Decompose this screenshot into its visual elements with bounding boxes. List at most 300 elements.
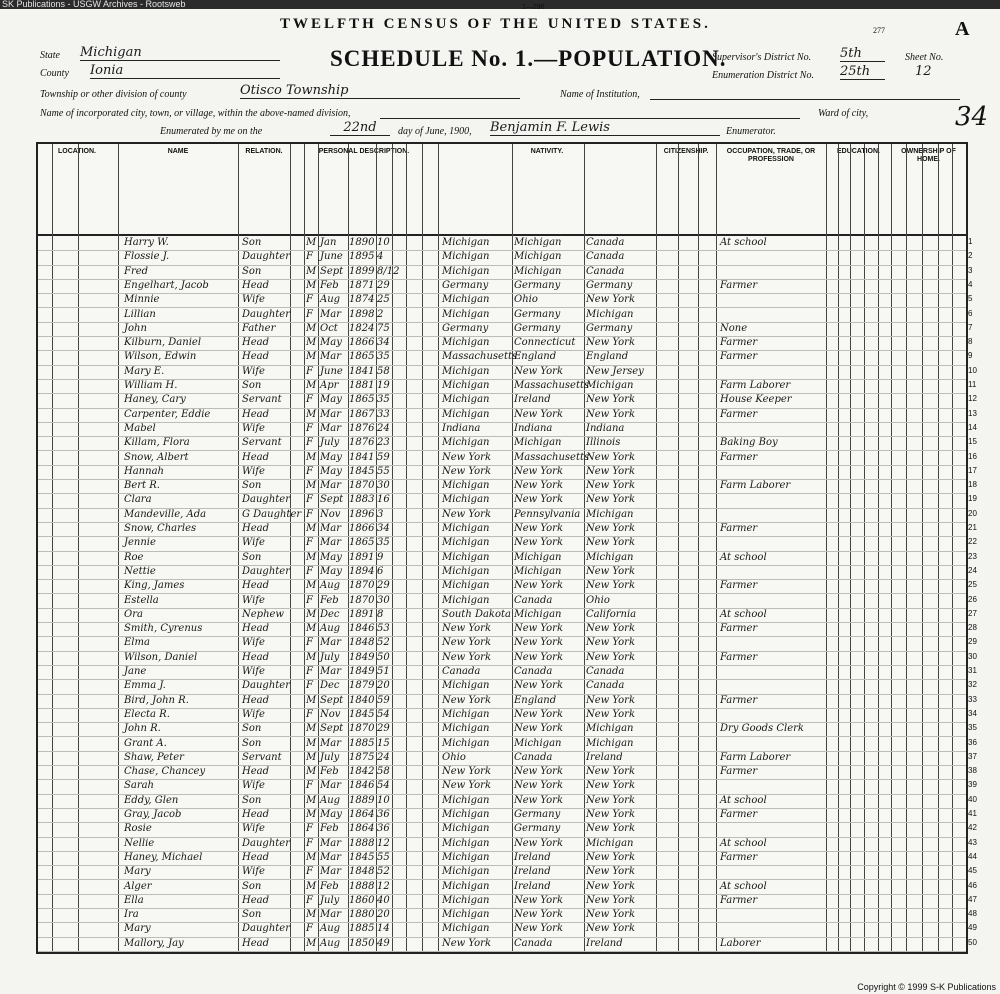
- person-name: Carpenter, Eddie: [124, 408, 211, 420]
- birthplace: New York: [442, 937, 491, 949]
- mother-birthplace: New York: [586, 909, 635, 921]
- occupation: Laborer: [720, 937, 761, 949]
- person-relation: Daughter: [242, 494, 290, 506]
- ownership-header: OWNERSHIP OF HOME.: [901, 148, 956, 163]
- person-age: 30: [377, 594, 390, 606]
- father-birthplace: Ireland: [514, 866, 551, 878]
- person-name: Rosie: [124, 823, 152, 835]
- birthplace: Michigan: [442, 708, 490, 720]
- birth-month: June: [320, 365, 343, 377]
- person-sex: M: [306, 279, 317, 291]
- person-age: 53: [377, 623, 390, 635]
- birth-month: Mar: [320, 422, 341, 434]
- person-sex: F: [306, 308, 313, 320]
- state-label: State: [40, 50, 60, 61]
- person-name: Mabel: [124, 422, 156, 434]
- mother-birthplace: England: [586, 351, 629, 363]
- father-birthplace: New York: [514, 708, 563, 720]
- mother-birthplace: Michigan: [586, 551, 634, 563]
- person-name: Mary E.: [124, 365, 165, 377]
- father-birthplace: Michigan: [514, 251, 562, 263]
- person-sex: M: [306, 265, 317, 277]
- birth-month: May: [320, 451, 342, 463]
- row-number: 10: [968, 365, 977, 375]
- birth-year: 1890: [349, 237, 375, 248]
- table-row: [38, 737, 966, 752]
- row-number: 16: [968, 451, 977, 461]
- birth-year: 1845: [349, 708, 375, 720]
- table-row: [38, 565, 966, 580]
- birth-month: June: [320, 251, 343, 263]
- person-age: 54: [377, 708, 390, 720]
- person-relation: Father: [242, 322, 276, 334]
- birthplace: Germany: [442, 322, 489, 334]
- mother-birthplace: New York: [586, 294, 635, 306]
- row-number: 30: [968, 651, 977, 661]
- occupation-header: OCCUPATION, TRADE, OR PROFESSION: [726, 148, 816, 163]
- person-age: 6: [377, 565, 384, 577]
- birthplace: Michigan: [442, 580, 490, 592]
- row-number: 45: [968, 866, 977, 876]
- father-birthplace: Massachusetts: [514, 451, 590, 463]
- row-number: 14: [968, 422, 977, 432]
- birthplace: Michigan: [442, 794, 490, 806]
- birth-month: Aug: [320, 580, 341, 592]
- mother-birthplace: New York: [586, 408, 635, 420]
- person-sex: M: [306, 237, 317, 248]
- occupation: At school: [720, 551, 767, 563]
- birth-month: Aug: [320, 923, 341, 935]
- table-row: [38, 536, 966, 551]
- father-birthplace: Connecticut: [514, 337, 576, 349]
- person-name: Harry W.: [124, 237, 169, 248]
- table-row: [38, 908, 966, 923]
- occupation: Farmer: [720, 623, 758, 635]
- row-number: 5: [968, 294, 973, 304]
- row-number: 44: [968, 851, 977, 861]
- person-age: 4: [377, 251, 384, 263]
- birth-year: 1849: [349, 666, 375, 677]
- father-birthplace: New York: [514, 480, 563, 492]
- person-name: John R.: [124, 723, 161, 735]
- birthplace: Michigan: [442, 823, 490, 835]
- birthplace: Michigan: [442, 880, 490, 892]
- census-title: TWELFTH CENSUS OF THE UNITED STATES.: [280, 16, 711, 32]
- person-sex: F: [306, 866, 313, 878]
- birthplace: Michigan: [442, 380, 490, 391]
- mother-birthplace: New York: [586, 708, 635, 720]
- father-birthplace: Germany: [514, 823, 561, 835]
- person-sex: M: [306, 380, 317, 391]
- person-sex: F: [306, 666, 313, 677]
- row-number: 26: [968, 594, 977, 604]
- person-name: Hannah: [124, 465, 164, 477]
- birth-month: May: [320, 551, 342, 563]
- person-relation: Wife: [242, 823, 265, 835]
- row-number: 19: [968, 494, 977, 504]
- person-name: Snow, Charles: [124, 523, 197, 534]
- birth-month: May: [320, 337, 342, 349]
- person-relation: Head: [242, 351, 270, 363]
- birth-month: May: [320, 565, 342, 577]
- person-name: Roe: [124, 551, 144, 563]
- mother-birthplace: New York: [586, 694, 635, 706]
- institution-label: Name of Institution,: [560, 89, 640, 100]
- person-relation: Wife: [242, 866, 265, 878]
- birthplace: New York: [442, 465, 491, 477]
- birth-year: 1845: [349, 851, 375, 863]
- birth-year: 1899: [349, 265, 375, 277]
- township-label: Township or other division of county: [40, 89, 187, 100]
- person-age: 35: [377, 351, 390, 363]
- occupation: Farmer: [720, 337, 758, 349]
- person-age: 55: [377, 851, 390, 863]
- father-birthplace: Canada: [514, 594, 553, 606]
- person-name: Ira: [124, 909, 139, 921]
- mother-birthplace: Michigan: [586, 737, 634, 749]
- birthplace: New York: [442, 694, 491, 706]
- table-row: [38, 722, 966, 737]
- person-age: 29: [377, 580, 390, 592]
- sheet-no: 12: [915, 64, 932, 79]
- person-sex: M: [306, 623, 317, 635]
- birth-month: Aug: [320, 623, 341, 635]
- copyright-notice: Copyright © 1999 S-K Publications: [857, 982, 996, 992]
- birth-month: Mar: [320, 666, 341, 677]
- birth-year: 1896: [349, 508, 375, 520]
- mother-birthplace: Michigan: [586, 380, 634, 391]
- birth-month: Mar: [320, 408, 341, 420]
- father-birthplace: Michigan: [514, 737, 562, 749]
- person-relation: Head: [242, 809, 270, 820]
- mother-birthplace: Canada: [586, 666, 625, 677]
- enumerator-name: Benjamin F. Lewis: [490, 120, 720, 136]
- mother-birthplace: Germany: [586, 279, 633, 291]
- person-age: 24: [377, 422, 390, 434]
- person-relation: Servant: [242, 394, 282, 406]
- birthplace: Michigan: [442, 737, 490, 749]
- person-relation: G Daughter: [242, 508, 302, 520]
- person-name: Smith, Cyrenus: [124, 623, 203, 635]
- father-birthplace: New York: [514, 494, 563, 506]
- person-name: Mallory, Jay: [124, 937, 184, 949]
- person-age: 2: [377, 308, 384, 320]
- person-age: 10: [377, 237, 390, 248]
- mother-birthplace: New York: [586, 651, 635, 663]
- birth-month: Feb: [320, 594, 339, 606]
- birthplace: Michigan: [442, 294, 490, 306]
- person-age: 54: [377, 780, 390, 792]
- person-sex: F: [306, 837, 313, 849]
- row-number: 39: [968, 780, 977, 790]
- mother-birthplace: Canada: [586, 680, 625, 692]
- relation-header: RELATION.: [245, 148, 283, 155]
- person-age: 29: [377, 279, 390, 291]
- person-age: 19: [377, 380, 390, 391]
- person-sex: M: [306, 551, 317, 563]
- table-row: [38, 851, 966, 866]
- table-row: [38, 622, 966, 637]
- mother-birthplace: Michigan: [586, 508, 634, 520]
- birth-year: 1846: [349, 623, 375, 635]
- birthplace: Michigan: [442, 837, 490, 849]
- table-row: [38, 508, 966, 523]
- person-age: 20: [377, 680, 390, 692]
- birthplace: Michigan: [442, 723, 490, 735]
- person-age: 34: [377, 337, 390, 349]
- father-birthplace: Germany: [514, 809, 561, 820]
- person-relation: Son: [242, 794, 262, 806]
- person-relation: Nephew: [242, 608, 284, 620]
- table-row: [38, 422, 966, 437]
- table-row: [38, 350, 966, 365]
- occupation: At school: [720, 608, 767, 620]
- occupation: House Keeper: [720, 394, 792, 406]
- person-relation: Wife: [242, 537, 265, 549]
- birth-year: 1889: [349, 794, 375, 806]
- table-row: [38, 265, 966, 280]
- person-relation: Son: [242, 237, 262, 248]
- occupation: Farmer: [720, 580, 758, 592]
- birthplace: New York: [442, 766, 491, 778]
- birth-year: 1841: [349, 365, 375, 377]
- birth-year: 1880: [349, 909, 375, 921]
- birth-year: 1876: [349, 437, 375, 449]
- birth-month: Nov: [320, 708, 341, 720]
- state-value: Michigan: [80, 45, 280, 61]
- birthplace: Michigan: [442, 394, 490, 406]
- father-birthplace: New York: [514, 580, 563, 592]
- person-relation: Head: [242, 766, 270, 778]
- occupation: Farm Laborer: [720, 480, 791, 492]
- person-name: Jane: [124, 666, 147, 677]
- birth-month: Sept: [320, 723, 344, 735]
- birth-month: Mar: [320, 523, 341, 534]
- person-name: Alger: [124, 880, 152, 892]
- mother-birthplace: New York: [586, 523, 635, 534]
- person-age: 8: [377, 608, 384, 620]
- person-name: Mary: [124, 923, 151, 935]
- person-name: Nellie: [124, 837, 155, 849]
- mother-birthplace: New York: [586, 637, 635, 649]
- father-birthplace: New York: [514, 537, 563, 549]
- birth-year: 1846: [349, 780, 375, 792]
- birth-month: Feb: [320, 279, 339, 291]
- birth-year: 1874: [349, 294, 375, 306]
- person-sex: M: [306, 580, 317, 592]
- occupation: Baking Boy: [720, 437, 778, 449]
- father-birthplace: New York: [514, 365, 563, 377]
- birth-year: 1842: [349, 766, 375, 778]
- person-age: 24: [377, 751, 390, 763]
- birth-month: Mar: [320, 637, 341, 649]
- birthplace: Michigan: [442, 251, 490, 263]
- mother-birthplace: Canada: [586, 265, 625, 277]
- birthplace: Michigan: [442, 909, 490, 921]
- father-birthplace: New York: [514, 723, 563, 735]
- row-number: 38: [968, 766, 977, 776]
- occupation: Farmer: [720, 351, 758, 363]
- person-age: 15: [377, 737, 390, 749]
- birthplace: Michigan: [442, 923, 490, 935]
- mother-birthplace: Canada: [586, 237, 625, 248]
- birth-year: 1865: [349, 394, 375, 406]
- birth-month: Apr: [320, 380, 339, 391]
- person-sex: M: [306, 937, 317, 949]
- person-name: Grant A.: [124, 737, 167, 749]
- person-sex: F: [306, 437, 313, 449]
- row-number: 32: [968, 680, 977, 690]
- sheet-label: Sheet No.: [905, 52, 944, 63]
- birth-month: Aug: [320, 294, 341, 306]
- occupation: Dry Goods Clerk: [720, 723, 804, 735]
- person-age: 8/12: [377, 265, 400, 277]
- father-birthplace: Canada: [514, 937, 553, 949]
- table-row: [38, 465, 966, 480]
- mother-birthplace: New York: [586, 823, 635, 835]
- table-row: [38, 579, 966, 594]
- birth-year: 1895: [349, 251, 375, 263]
- mother-birthplace: Indiana: [586, 422, 625, 434]
- mother-birthplace: Ireland: [586, 751, 623, 763]
- mother-birthplace: New York: [586, 923, 635, 935]
- person-relation: Wife: [242, 365, 265, 377]
- table-row: [38, 880, 966, 895]
- table-row: [38, 594, 966, 609]
- person-sex: F: [306, 422, 313, 434]
- father-birthplace: New York: [514, 894, 563, 906]
- person-relation: Wife: [242, 465, 265, 477]
- person-sex: F: [306, 680, 313, 692]
- birth-month: Mar: [320, 866, 341, 878]
- city-label: Name of incorporated city, town, or village, within the above-named division,: [40, 108, 351, 119]
- person-sex: F: [306, 508, 313, 520]
- mother-birthplace: Michigan: [586, 837, 634, 849]
- person-relation: Servant: [242, 751, 282, 763]
- birth-year: 1848: [349, 866, 375, 878]
- birth-year: 1885: [349, 923, 375, 935]
- birth-month: May: [320, 465, 342, 477]
- row-number: 20: [968, 508, 977, 518]
- birthplace: Michigan: [442, 537, 490, 549]
- person-age: 59: [377, 451, 390, 463]
- birth-month: July: [320, 651, 340, 663]
- birth-month: Mar: [320, 737, 341, 749]
- person-relation: Daughter: [242, 251, 290, 263]
- mother-birthplace: New York: [586, 465, 635, 477]
- person-relation: Wife: [242, 594, 265, 606]
- mother-birthplace: Ohio: [586, 594, 610, 606]
- birth-month: Mar: [320, 308, 341, 320]
- birth-year: 1875: [349, 751, 375, 763]
- person-age: 29: [377, 723, 390, 735]
- birth-year: 1860: [349, 894, 375, 906]
- county-value: Ionia: [90, 63, 280, 79]
- table-row: [38, 679, 966, 694]
- mother-birthplace: Germany: [586, 322, 633, 334]
- birth-month: Dec: [320, 608, 340, 620]
- person-sex: F: [306, 365, 313, 377]
- row-number: 2: [968, 251, 973, 261]
- mother-birthplace: Illinois: [586, 437, 621, 449]
- birth-month: Aug: [320, 937, 341, 949]
- person-sex: M: [306, 694, 317, 706]
- table-row: [38, 322, 966, 337]
- person-relation: Wife: [242, 780, 265, 792]
- birth-month: Aug: [320, 794, 341, 806]
- person-name: Nettie: [124, 565, 156, 577]
- mother-birthplace: New York: [586, 537, 635, 549]
- table-row: [38, 293, 966, 308]
- person-relation: Daughter: [242, 308, 290, 320]
- person-sex: F: [306, 923, 313, 935]
- birth-year: 1888: [349, 837, 375, 849]
- mother-birthplace: New York: [586, 580, 635, 592]
- person-age: 55: [377, 465, 390, 477]
- birthplace: New York: [442, 637, 491, 649]
- birth-month: Mar: [320, 537, 341, 549]
- person-relation: Wife: [242, 666, 265, 677]
- birth-year: 1849: [349, 651, 375, 663]
- father-birthplace: New York: [514, 837, 563, 849]
- father-birthplace: Ireland: [514, 394, 551, 406]
- birthplace: New York: [442, 451, 491, 463]
- mother-birthplace: New York: [586, 480, 635, 492]
- person-sex: M: [306, 723, 317, 735]
- row-number: 1: [968, 237, 973, 246]
- row-number: 47: [968, 894, 977, 904]
- row-number: 11: [968, 380, 977, 389]
- person-age: 52: [377, 637, 390, 649]
- person-relation: Son: [242, 265, 262, 277]
- row-number: 21: [968, 523, 977, 532]
- person-age: 75: [377, 322, 390, 334]
- father-birthplace: New York: [514, 408, 563, 420]
- person-name: Mary: [124, 866, 151, 878]
- birth-year: 1885: [349, 737, 375, 749]
- person-sex: F: [306, 823, 313, 835]
- person-sex: M: [306, 794, 317, 806]
- table-row: [38, 393, 966, 408]
- person-name: Minnie: [124, 294, 160, 306]
- birth-year: 1891: [349, 608, 375, 620]
- person-relation: Head: [242, 623, 270, 635]
- mother-birthplace: New York: [586, 623, 635, 635]
- person-name: William H.: [124, 380, 178, 391]
- mother-birthplace: New York: [586, 337, 635, 349]
- person-name: Wilson, Edwin: [124, 351, 197, 363]
- person-sex: F: [306, 708, 313, 720]
- person-name: Bird, John R.: [124, 694, 189, 706]
- mother-birthplace: New Jersey: [586, 365, 644, 377]
- person-sex: F: [306, 294, 313, 306]
- occupation: Farmer: [720, 894, 758, 906]
- row-number: 17: [968, 465, 977, 475]
- row-number: 9: [968, 351, 973, 361]
- person-name: Ora: [124, 608, 143, 620]
- table-row: [38, 365, 966, 380]
- person-age: 12: [377, 880, 390, 892]
- person-sex: M: [306, 608, 317, 620]
- birthplace: New York: [442, 508, 491, 520]
- father-birthplace: England: [514, 351, 557, 363]
- birthplace: Michigan: [442, 337, 490, 349]
- person-sex: M: [306, 408, 317, 420]
- father-birthplace: Michigan: [514, 265, 562, 277]
- birthplace: New York: [442, 623, 491, 635]
- supervisor-no: 5th: [840, 46, 885, 62]
- birth-year: 1841: [349, 451, 375, 463]
